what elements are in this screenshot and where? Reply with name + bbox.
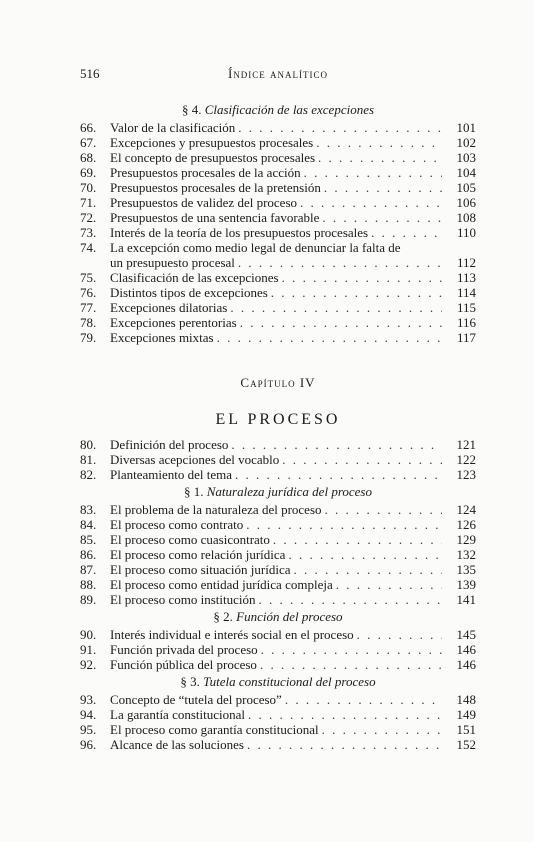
entry-body — [110, 722, 476, 737]
leader-dots — [273, 532, 442, 547]
entry-number: 82. — [80, 467, 97, 482]
chapter-label: Capítulo IV — [240, 375, 316, 390]
toc-entry — [80, 562, 476, 577]
entry-body — [110, 225, 476, 240]
entry-title: El proceso como institución — [110, 592, 256, 607]
spacer — [80, 393, 476, 407]
toc-entry — [80, 532, 476, 547]
toc-entry — [80, 195, 476, 210]
entry-page: 105 — [456, 180, 476, 195]
entry-body — [110, 592, 476, 607]
section-number: § 3. — [180, 674, 200, 689]
leader-dots — [325, 502, 442, 517]
entry-body — [110, 657, 476, 672]
entry-page: 126 — [456, 517, 476, 532]
leader-dots — [260, 657, 442, 672]
leader-dots — [357, 627, 442, 642]
entry-page: 103 — [456, 150, 476, 165]
toc-entry — [80, 467, 476, 482]
entry-page: 102 — [456, 135, 476, 150]
entry-title: Distintos tipos de excepciones — [110, 285, 268, 300]
entry-page: 115 — [456, 300, 476, 315]
leader-dots — [230, 300, 442, 315]
entry-page: 124 — [456, 502, 476, 517]
leader-dots — [235, 467, 442, 482]
entry-title: Interés de la teoría de los presupuestos procesales — [110, 225, 369, 240]
section-heading — [80, 672, 476, 692]
entry-number: 77. — [80, 300, 97, 315]
section-heading — [80, 100, 476, 120]
entry-page: 151 — [456, 722, 476, 737]
toc-entry — [80, 315, 476, 330]
entry-number: 90. — [80, 627, 97, 642]
entry-number: 87. — [80, 562, 97, 577]
entry-title: El proceso como contrato — [110, 517, 244, 532]
entry-body — [110, 467, 476, 482]
leader-dots — [271, 285, 442, 300]
section-heading — [80, 607, 476, 627]
entry-title: Definición del proceso — [110, 437, 229, 452]
toc-entry — [80, 255, 476, 270]
entry-body — [110, 532, 476, 547]
entry-title: Función privada del proceso — [110, 642, 258, 657]
entry-number: 74. — [80, 240, 97, 255]
entry-body — [110, 195, 476, 210]
entry-number: 85. — [80, 532, 97, 547]
entry-body — [110, 270, 476, 285]
toc-entry — [80, 285, 476, 300]
entry-title: El proceso como situación jurídica — [110, 562, 291, 577]
entry-page: 129 — [456, 532, 476, 547]
entry-body — [110, 642, 476, 657]
entry-number: 66. — [80, 120, 97, 135]
section-title: Tutela constitucional del proceso — [203, 674, 376, 689]
entry-number: 78. — [80, 315, 97, 330]
leader-dots — [217, 330, 442, 345]
entry-body — [110, 517, 476, 532]
entry-page: 110 — [456, 225, 476, 240]
toc-entry — [80, 452, 476, 467]
section-title: Clasificación de las excepciones — [204, 102, 375, 117]
toc-entry — [80, 642, 476, 657]
entry-page: 152 — [456, 737, 476, 752]
toc-entry — [80, 592, 476, 607]
toc-entry — [80, 150, 476, 165]
chapter-title: EL PROCESO — [215, 411, 341, 428]
entry-title: Planteamiento del tema — [110, 467, 233, 482]
leader-dots — [231, 437, 442, 452]
section-title: Naturaleza jurídica del proceso — [206, 484, 372, 499]
entry-page: 108 — [456, 210, 476, 225]
entry-number: 68. — [80, 150, 97, 165]
entry-page: 135 — [456, 562, 476, 577]
entry-title: El proceso como cuasicontrato — [110, 532, 270, 547]
entry-page: 106 — [456, 195, 476, 210]
leader-dots — [336, 577, 442, 592]
entry-number: 67. — [80, 135, 97, 150]
entry-number: 91. — [80, 642, 97, 657]
entry-page: 148 — [456, 692, 476, 707]
spacer — [80, 345, 476, 373]
entry-body — [110, 692, 476, 707]
entry-title: El problema de la naturaleza del proceso — [110, 502, 322, 517]
entry-number: 86. — [80, 547, 97, 562]
leader-dots — [304, 165, 442, 180]
entry-page: 117 — [456, 330, 476, 345]
entry-body — [110, 150, 476, 165]
toc-entry — [80, 300, 476, 315]
entry-number: 71. — [80, 195, 97, 210]
entry-number: 70. — [80, 180, 97, 195]
entry-body — [110, 577, 476, 592]
leader-dots — [246, 517, 442, 532]
entry-title: Excepciones dilatorias — [110, 300, 228, 315]
entry-number: 94. — [80, 707, 97, 722]
entry-number: 76. — [80, 285, 97, 300]
entry-title: Diversas acepciones del vocablo — [110, 452, 280, 467]
entry-page: 122 — [456, 452, 476, 467]
toc-entry — [80, 722, 476, 737]
entry-title: Presupuestos de una sentencia favorable — [110, 210, 320, 225]
entry-body — [110, 300, 476, 315]
entry-title: Presupuestos procesales de la pretensión — [110, 180, 321, 195]
entry-body — [110, 180, 476, 195]
entry-title: El proceso como garantía constitucional — [110, 722, 319, 737]
leader-dots — [247, 737, 442, 752]
entry-title: Interés individual e interés social en el proceso — [110, 627, 354, 642]
leader-dots — [288, 547, 442, 562]
toc-entry — [80, 270, 476, 285]
entry-title: Alcance de las soluciones — [110, 737, 244, 752]
toc-entry — [80, 657, 476, 672]
entry-page: 132 — [456, 547, 476, 562]
entry-body — [110, 547, 476, 562]
toc-entry — [80, 120, 476, 135]
entry-page: 141 — [456, 592, 476, 607]
leader-dots — [300, 195, 442, 210]
section-number: § 1. — [183, 484, 204, 499]
section-number: § 4. — [181, 102, 202, 117]
leader-dots — [285, 692, 442, 707]
entry-body — [110, 135, 476, 150]
entry-page: 146 — [456, 657, 476, 672]
entry-page: 101 — [456, 120, 476, 135]
entry-page: 112 — [456, 255, 476, 270]
entry-number: 83. — [80, 502, 97, 517]
entry-number: 75. — [80, 270, 97, 285]
leader-dots — [322, 210, 442, 225]
entry-number: 95. — [80, 722, 97, 737]
toc-entry — [80, 707, 476, 722]
entry-body — [110, 452, 476, 467]
entry-page: 116 — [456, 315, 476, 330]
entry-body — [110, 737, 476, 752]
entry-page: 145 — [456, 627, 476, 642]
entry-title: Presupuestos procesales de la acción — [110, 165, 301, 180]
entry-page: 113 — [456, 270, 476, 285]
toc-entry — [80, 517, 476, 532]
entry-title: Concepto de “tutela del proceso” — [110, 692, 282, 707]
toc-entry — [80, 330, 476, 345]
entry-page: 123 — [456, 467, 476, 482]
entry-number: 93. — [80, 692, 97, 707]
entry-number: 92. — [80, 657, 97, 672]
entry-title: La garantía constitucional — [110, 707, 246, 722]
entry-title: Excepciones y presupuestos procesales — [110, 135, 314, 150]
section-title: Función del proceso — [236, 609, 343, 624]
toc-entry — [80, 547, 476, 562]
entry-number: 81. — [80, 452, 97, 467]
toc-entry — [80, 135, 476, 150]
entry-number: 80. — [80, 437, 97, 452]
entry-body — [110, 330, 476, 345]
entry-number: 89. — [80, 592, 97, 607]
leader-dots — [238, 255, 442, 270]
toc-entry — [80, 225, 476, 240]
entry-title: Presupuestos de validez del proceso — [110, 195, 298, 210]
leader-dots — [294, 562, 442, 577]
entry-title: Función pública del proceso — [110, 657, 257, 672]
entry-title: Excepciones perentorias — [110, 315, 237, 330]
entry-page: 121 — [456, 437, 476, 452]
section-number: § 2. — [213, 609, 233, 624]
entry-number: 96. — [80, 737, 97, 752]
toc-entry — [80, 180, 476, 195]
entry-title: El proceso como entidad jurídica compleja — [110, 577, 333, 592]
leader-dots — [282, 452, 442, 467]
leader-dots — [238, 120, 442, 135]
entry-page: 139 — [456, 577, 476, 592]
entry-body — [110, 120, 476, 135]
entry-body — [110, 707, 476, 722]
entry-body — [110, 255, 476, 270]
toc-entry — [80, 165, 476, 180]
entry-body — [110, 502, 476, 517]
leader-dots — [316, 135, 442, 150]
entry-page: 114 — [456, 285, 476, 300]
entry-number: 79. — [80, 330, 97, 345]
entry-page: 104 — [456, 165, 476, 180]
entry-body — [110, 627, 476, 642]
leader-dots — [322, 722, 442, 737]
section-heading — [80, 482, 476, 502]
leader-dots — [324, 180, 442, 195]
table-of-contents — [80, 100, 476, 752]
entry-title: Excepciones mixtas — [110, 330, 214, 345]
toc-entry — [80, 502, 476, 517]
entry-number: 69. — [80, 165, 97, 180]
toc-entry — [80, 627, 476, 642]
entry-page: 146 — [456, 642, 476, 657]
entry-number: 72. — [80, 210, 97, 225]
leader-dots — [240, 315, 442, 330]
entry-body — [110, 437, 476, 452]
page-number: 516 — [80, 66, 100, 81]
toc-entry — [80, 240, 476, 255]
leader-dots — [371, 225, 442, 240]
page-header — [80, 66, 476, 82]
entry-number: 88. — [80, 577, 97, 592]
toc-entry — [80, 737, 476, 752]
entry-body — [110, 210, 476, 225]
entry-title: La excepción como medio legal de denunciar la falta de — [110, 240, 401, 255]
entry-body — [110, 165, 476, 180]
entry-title: Clasificación de las excepciones — [110, 270, 279, 285]
entry-page: 149 — [456, 707, 476, 722]
leader-dots — [259, 592, 442, 607]
leader-dots — [318, 150, 442, 165]
toc-entry — [80, 210, 476, 225]
leader-dots — [248, 707, 442, 722]
entry-title: El proceso como relación jurídica — [110, 547, 286, 562]
entry-title: Valor de la clasificación — [110, 120, 236, 135]
leader-dots — [261, 642, 442, 657]
entry-body — [110, 562, 476, 577]
entry-body — [110, 315, 476, 330]
entry-title: un presupuesto procesal — [110, 255, 235, 270]
entry-number: 73. — [80, 225, 97, 240]
entry-title: El concepto de presupuestos procesales — [110, 150, 316, 165]
running-title: Índice analítico — [227, 66, 329, 81]
entry-number: 84. — [80, 517, 97, 532]
entry-body — [110, 285, 476, 300]
entry-body — [110, 240, 476, 255]
leader-dots — [282, 270, 442, 285]
toc-entry — [80, 577, 476, 592]
toc-entry — [80, 437, 476, 452]
toc-entry — [80, 692, 476, 707]
